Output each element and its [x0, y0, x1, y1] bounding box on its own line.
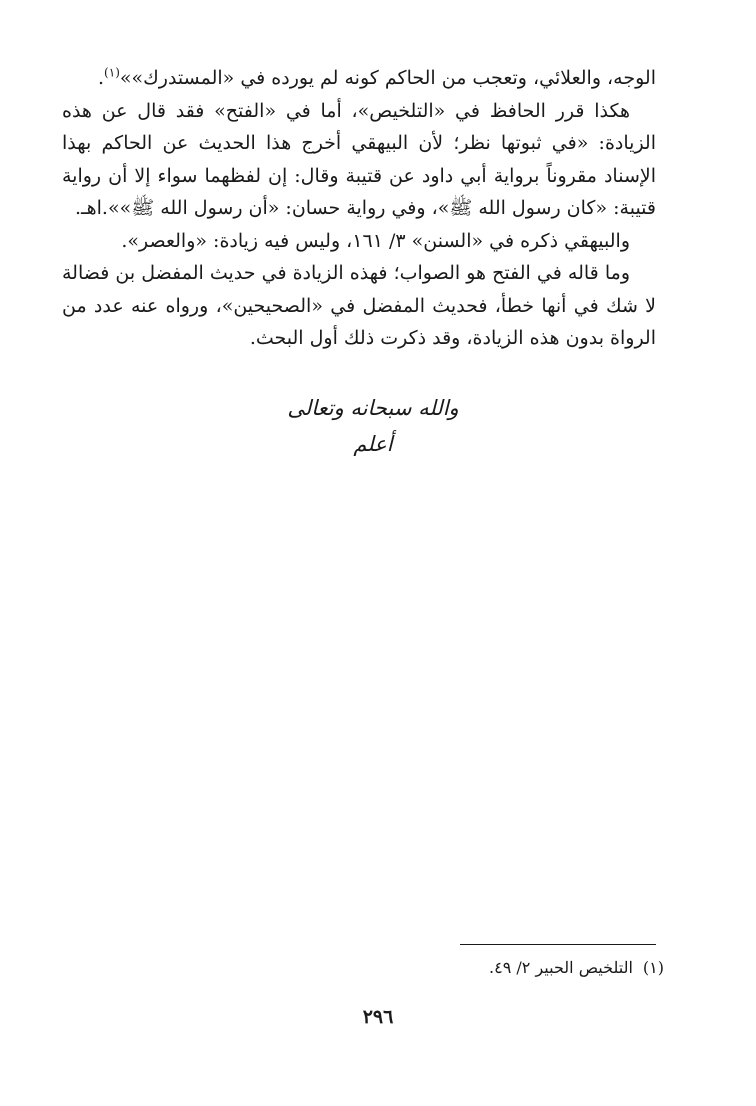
closing-formula: والله سبحانه وتعالى أعلم: [287, 396, 459, 456]
main-text: [62, 62, 656, 355]
page-number: ٢٩٦: [362, 1006, 394, 1028]
footnote-ref-1[interactable]: (١): [104, 65, 120, 80]
paragraph-2: هكذا قرر الحافظ في «التلخيص»، أما في «الفتح» فقد قال عن هذه الزيادة: «في ثبوتها نظر؛ لأن البيهقي أخرج هذا الحديث عن الحاكم بهذا الإسناد مقروناً برواية أبي داود عن قتيبة وقال: إن لفظهما سواء إلا أن رواية قتيبة: «كان رسول الله ﷺ»، وفي رواية حسان: «أن رسول الله ﷺ»».اهـ.: [62, 99, 656, 219]
footnote-1: [489, 956, 664, 980]
footnote-1-number: (١): [642, 958, 664, 977]
paragraph-1: [62, 62, 656, 95]
footnote-1-text: التلخيص الحبير ٢/ ٤٩.: [489, 958, 633, 977]
paragraph-4: وما قاله في الفتح هو الصواب؛ فهذه الزيادة في حديث المفضل بن فضالة لا شك في أنها خطأ، فحديث المفضل في «الصحيحين»، ورواه عنه عدد من الرواة بدون هذه الزيادة، وقد ذكرت ذلك أول البحث.: [62, 262, 656, 349]
footnote-separator: [460, 944, 656, 945]
paragraph-3: والبيهقي ذكره في «السنن» ٣/ ١٦١، وليس فيه زيادة: «والعصر».: [121, 229, 630, 252]
paragraph-1-tail: .: [98, 67, 105, 89]
paragraph-1-text: الوجه، والعلائي، وتعجب من الحاكم كونه لم يورده في «المستدرك»»: [119, 67, 656, 89]
